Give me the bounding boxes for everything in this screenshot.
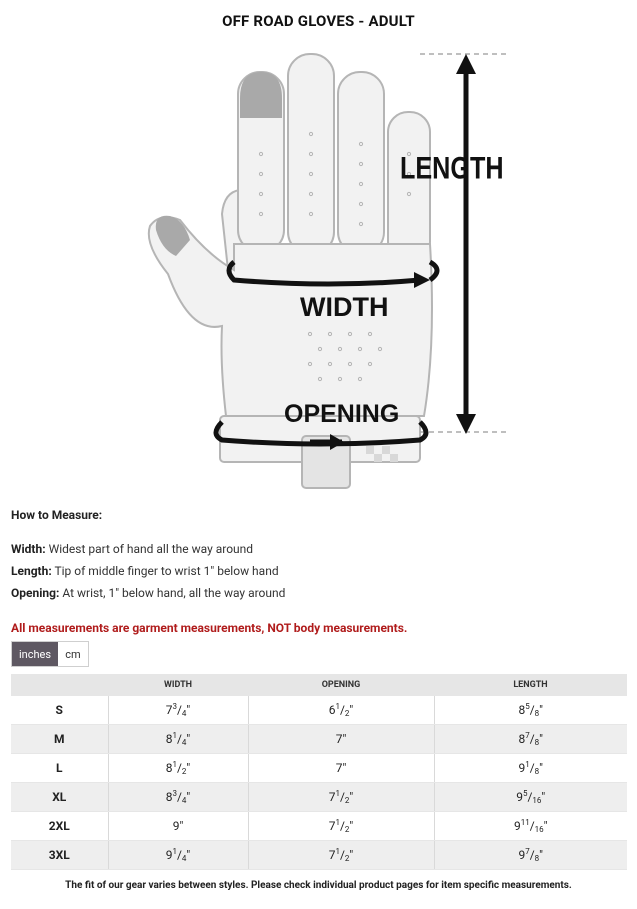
width-cell bbox=[108, 783, 248, 812]
opening-cell bbox=[248, 841, 434, 870]
table-row bbox=[11, 696, 627, 725]
width-cell bbox=[108, 812, 248, 841]
width-cell bbox=[108, 725, 248, 754]
opening-term: Opening: bbox=[11, 586, 60, 600]
width-label: WIDTH bbox=[300, 292, 389, 322]
opening-value: $7^1/_2$" bbox=[328, 847, 354, 863]
opening-cell bbox=[248, 696, 434, 725]
glove-finger-pinky bbox=[388, 112, 430, 262]
unit-toggle bbox=[11, 641, 89, 667]
table-header-row bbox=[11, 674, 627, 696]
glove-finger-ring bbox=[338, 72, 384, 254]
width-value: $8^1/_4$" bbox=[165, 731, 191, 747]
fit-disclaimer: The fit of our gear varies between styles. Please check individual product pages for item specific measurements. bbox=[65, 880, 572, 891]
width-cell bbox=[108, 696, 248, 725]
length-value: $8^5/_8$" bbox=[518, 702, 544, 718]
cm-button[interactable]: cm bbox=[58, 642, 88, 666]
length-value: $9^7/_8$" bbox=[518, 847, 544, 863]
length-cell bbox=[434, 841, 627, 870]
size-cell: XL bbox=[11, 783, 108, 812]
size-cell: 2XL bbox=[11, 812, 108, 841]
size-cell: 3XL bbox=[11, 841, 108, 870]
width-cell bbox=[108, 841, 248, 870]
width-cell bbox=[108, 754, 248, 783]
table-row bbox=[11, 812, 627, 841]
size-header bbox=[11, 674, 108, 696]
index-fingertip-patch bbox=[240, 72, 282, 118]
size-chart-table bbox=[11, 674, 627, 870]
length-cell bbox=[434, 725, 627, 754]
length-arrow bbox=[456, 54, 476, 434]
width-value: 9" bbox=[172, 819, 184, 833]
width-value: $8^3/_4$" bbox=[165, 789, 191, 805]
opening-cell bbox=[248, 783, 434, 812]
opening-label: OPENING bbox=[284, 400, 400, 428]
opening-text: At wrist, 1" below hand, all the way around bbox=[62, 586, 286, 600]
page-title: OFF ROAD GLOVES - ADULT bbox=[222, 12, 415, 30]
table-row bbox=[11, 841, 627, 870]
length-cell bbox=[434, 754, 627, 783]
length-term: Length: bbox=[11, 564, 52, 578]
opening-definition bbox=[11, 586, 285, 600]
opening-header: OPENING bbox=[248, 674, 434, 696]
length-definition bbox=[11, 564, 279, 578]
size-cell: M bbox=[11, 725, 108, 754]
width-definition bbox=[11, 542, 253, 556]
length-cell bbox=[434, 696, 627, 725]
width-text: Widest part of hand all the way around bbox=[48, 542, 254, 556]
glove-palm bbox=[149, 217, 432, 416]
opening-cell bbox=[248, 812, 434, 841]
length-value: $9^{11}/_{16}$" bbox=[513, 818, 548, 834]
length-value: $9^5/_{16}$" bbox=[516, 789, 546, 805]
opening-value: 7" bbox=[335, 761, 347, 775]
width-header: WIDTH bbox=[108, 674, 248, 696]
table-row bbox=[11, 783, 627, 812]
width-term: Width: bbox=[11, 542, 46, 556]
opening-value: $7^1/_2$" bbox=[328, 818, 354, 834]
opening-cell bbox=[248, 754, 434, 783]
length-value: $9^1/_8$" bbox=[518, 760, 544, 776]
inches-button[interactable]: inches bbox=[12, 642, 58, 666]
table-row bbox=[11, 725, 627, 754]
opening-cell bbox=[248, 725, 434, 754]
length-cell bbox=[434, 812, 627, 841]
length-value: $8^7/_8$" bbox=[518, 731, 544, 747]
length-label: LENGTH bbox=[400, 150, 504, 187]
table-row bbox=[11, 754, 627, 783]
opening-value: $6^1/_2$" bbox=[328, 702, 354, 718]
width-value: $9^1/_4$" bbox=[165, 847, 191, 863]
width-value: $8^1/_2$" bbox=[165, 760, 191, 776]
width-value: $7^3/_4$" bbox=[165, 702, 191, 718]
opening-value: $7^1/_2$" bbox=[328, 789, 354, 805]
size-cell: L bbox=[11, 754, 108, 783]
glove-finger-middle bbox=[288, 54, 334, 254]
garment-measurement-warning: All measurements are garment measurements, NOT body measurements. bbox=[11, 621, 408, 635]
how-to-measure-heading: How to Measure: bbox=[11, 508, 103, 522]
length-header: LENGTH bbox=[434, 674, 627, 696]
length-cell bbox=[434, 783, 627, 812]
glove-measurement-diagram bbox=[130, 44, 530, 494]
opening-value: 7" bbox=[335, 732, 347, 746]
size-table-body bbox=[11, 696, 627, 870]
size-cell: S bbox=[11, 696, 108, 725]
length-text: Tip of middle finger to wrist 1" below hand bbox=[54, 564, 279, 578]
